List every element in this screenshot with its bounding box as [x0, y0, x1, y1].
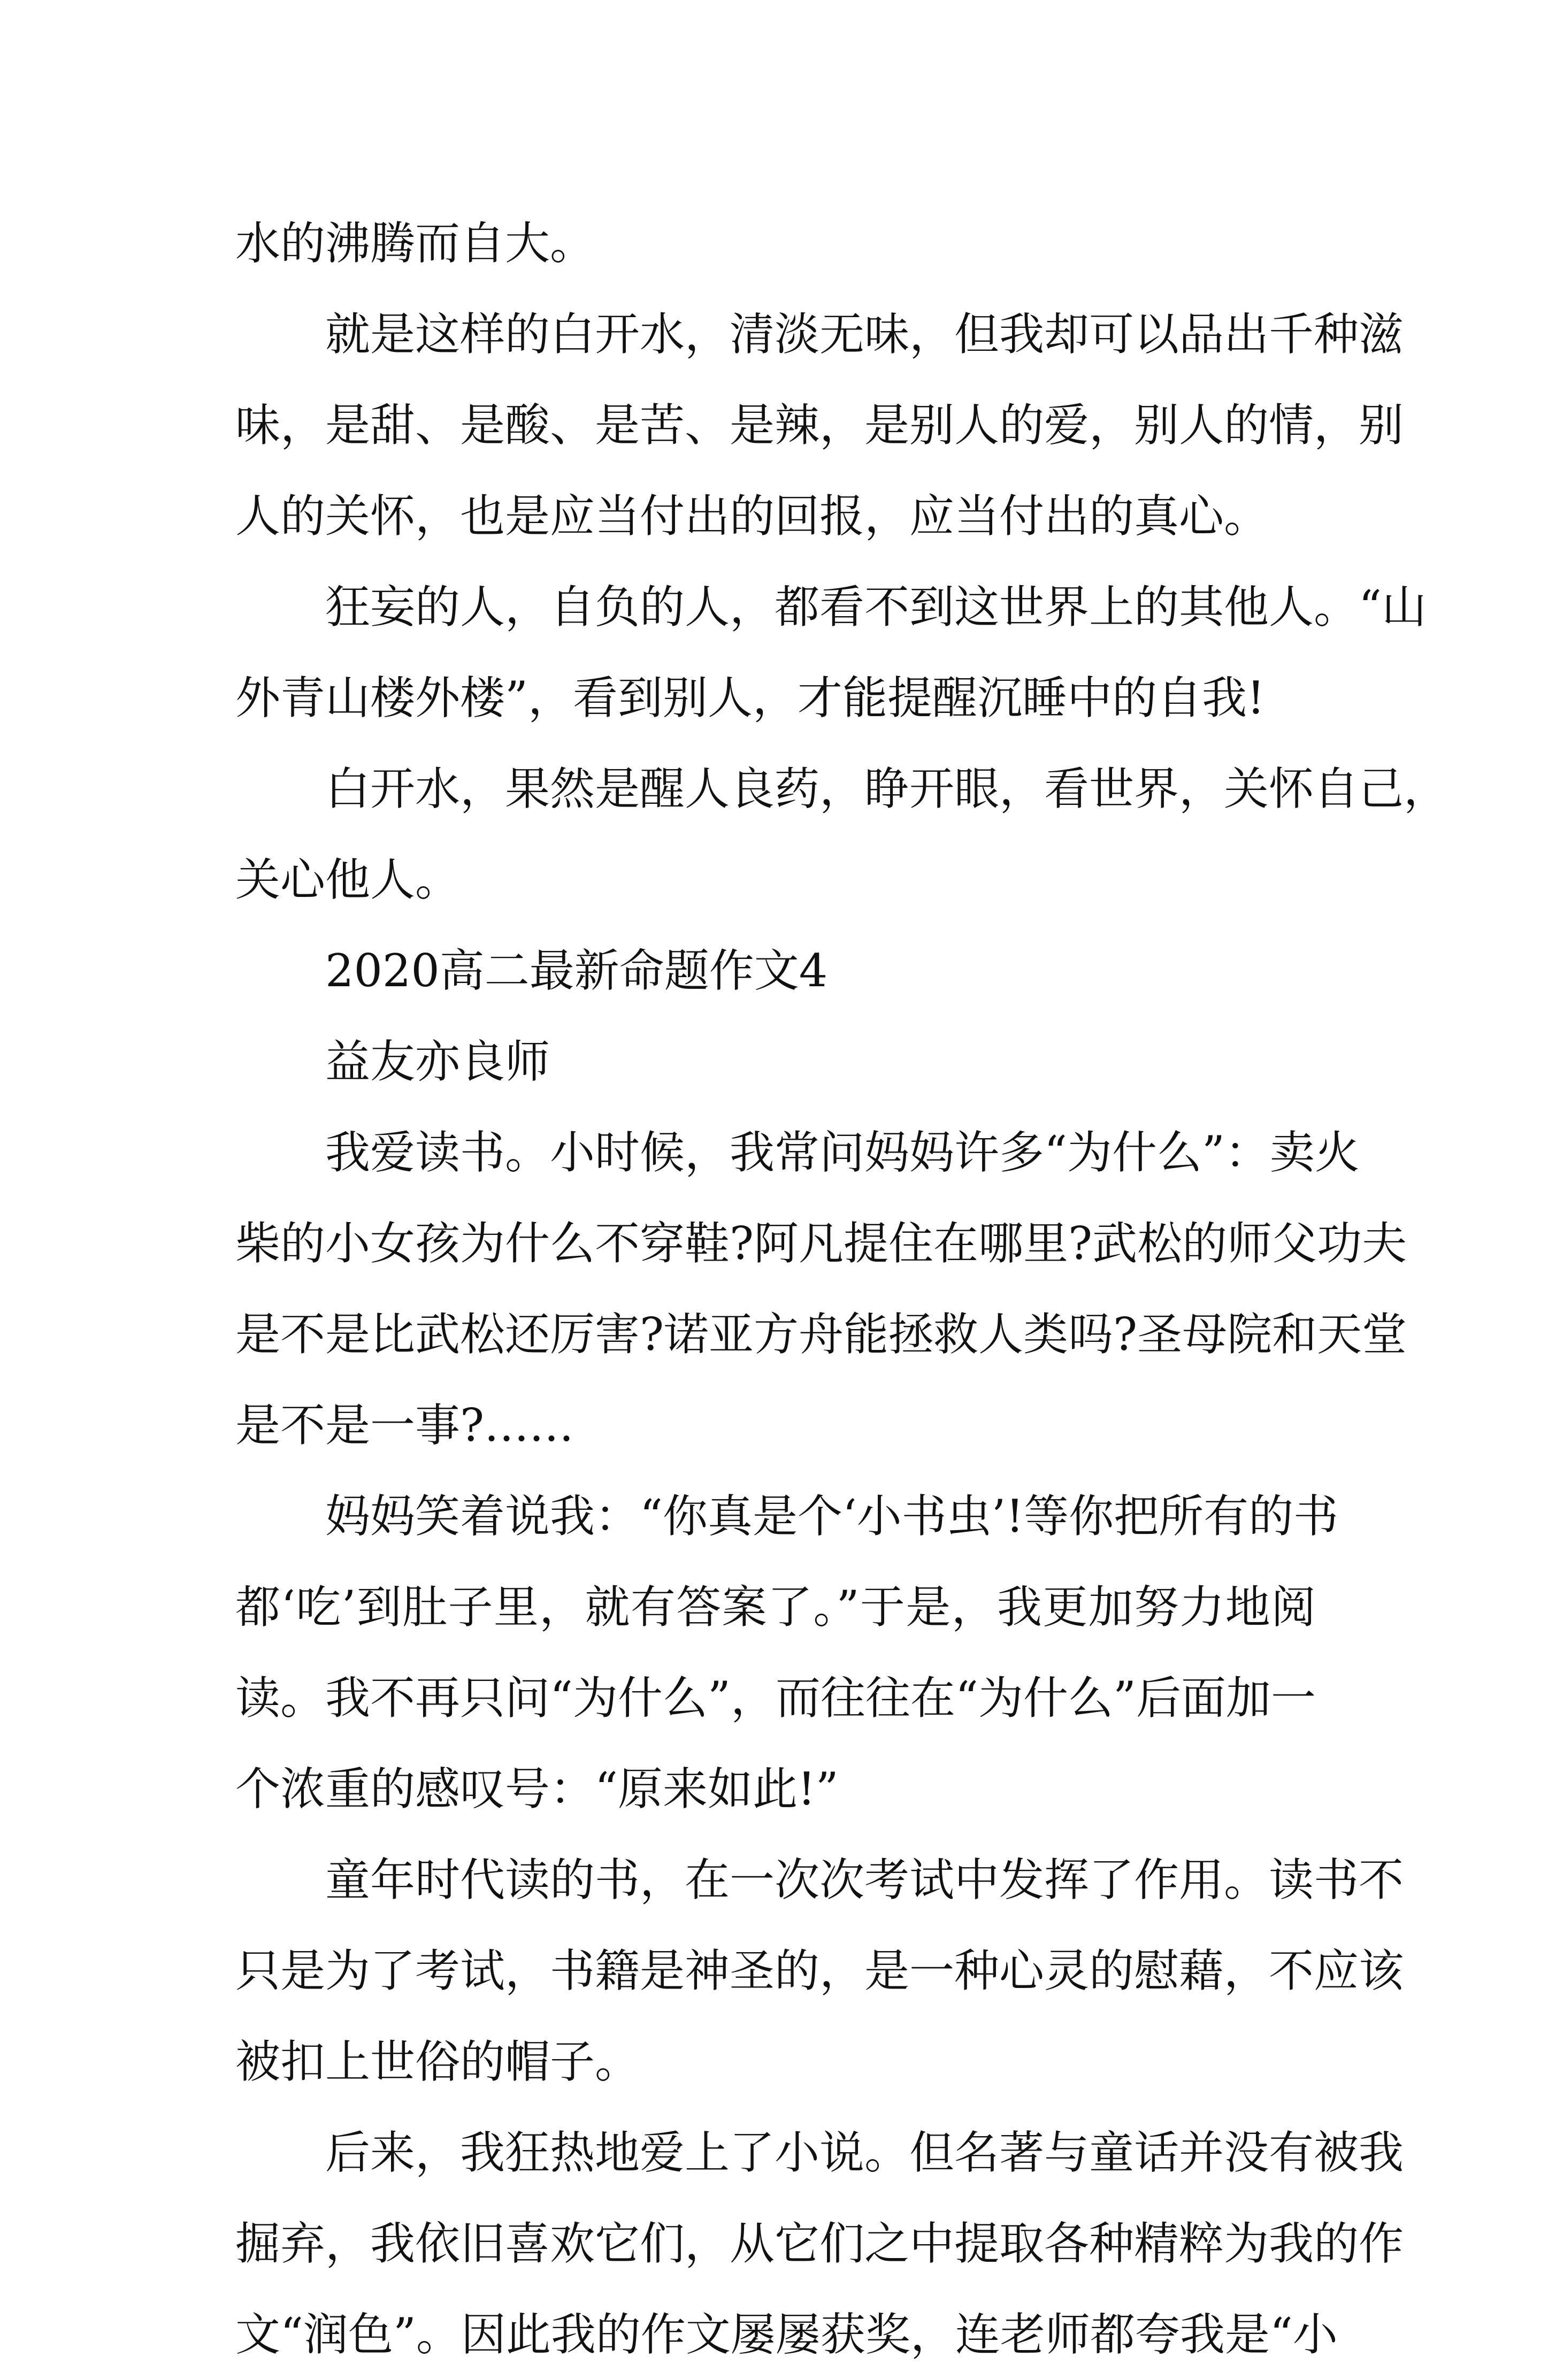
text-line: 水的沸腾而自大。 [235, 217, 595, 270]
text-line: 个浓重的感叹号：“原来如此!” [235, 1763, 839, 1815]
text-line: 文“润色”。因此我的作文屡屡获奖，连老师都夸我是“小 [235, 2308, 1338, 2361]
text-line: 是不是比武松还厉害?诺亚方舟能拯救人类吗?圣母院和天堂 [235, 1308, 1407, 1361]
text-line: 读。我不再只问“为什么”，而往往在“为什么”后面加一 [235, 1672, 1316, 1724]
text-line: 就是这样的白开水，清淡无味，但我却可以品出千种滋 [325, 308, 1404, 360]
text-line: 味，是甜、是酸、是苦、是辣，是别人的爱，别人的情，别 [235, 399, 1404, 451]
text-line: 关心他人。 [235, 854, 461, 906]
text-line: 外青山楼外楼”，看到别人，才能提醒沉睡中的自我! [235, 672, 1265, 724]
text-line: 狂妄的人，自负的人，都看不到这世界上的其他人。“山 [325, 581, 1427, 633]
essay-title: 益友亦良师 [325, 1035, 550, 1088]
text-line: 童年时代读的书，在一次次考试中发挥了作用。读书不 [325, 1854, 1404, 1906]
text-line: 是不是一事?…… [235, 1399, 574, 1452]
text-line: 掘弃，我依旧喜欢它们，从它们之中提取各种精粹为我的作 [235, 2217, 1404, 2270]
text-line: 白开水，果然是醒人良药，睁开眼，看世界，关怀自己， [325, 763, 1449, 815]
section-heading: 2020高二最新命题作文4 [325, 945, 828, 997]
text-line: 被扣上世俗的帽子。 [235, 2036, 640, 2088]
text-line: 都‘吃’到肚子里，就有答案了。”于是，我更加努力地阅 [235, 1581, 1316, 1633]
document-body [235, 198, 1449, 2380]
text-line: 柴的小女孩为什么不穿鞋?阿凡提住在哪里?武松的师父功夫 [235, 1217, 1407, 1270]
text-line: 妈妈笑着说我：“你真是个‘小书虫’!等你把所有的书 [325, 1490, 1339, 1542]
text-line: 我爱读书。小时候，我常问妈妈许多“为什么”：卖火 [325, 1126, 1360, 1179]
text-line: 后来，我狂热地爱上了小说。但名著与童话并没有被我 [325, 2126, 1404, 2179]
text-line: 只是为了考试，书籍是神圣的，是一种心灵的慰藉，不应该 [235, 1945, 1404, 1997]
text-line: 人的关怀，也是应当付出的回报，应当付出的真心。 [235, 490, 1269, 542]
